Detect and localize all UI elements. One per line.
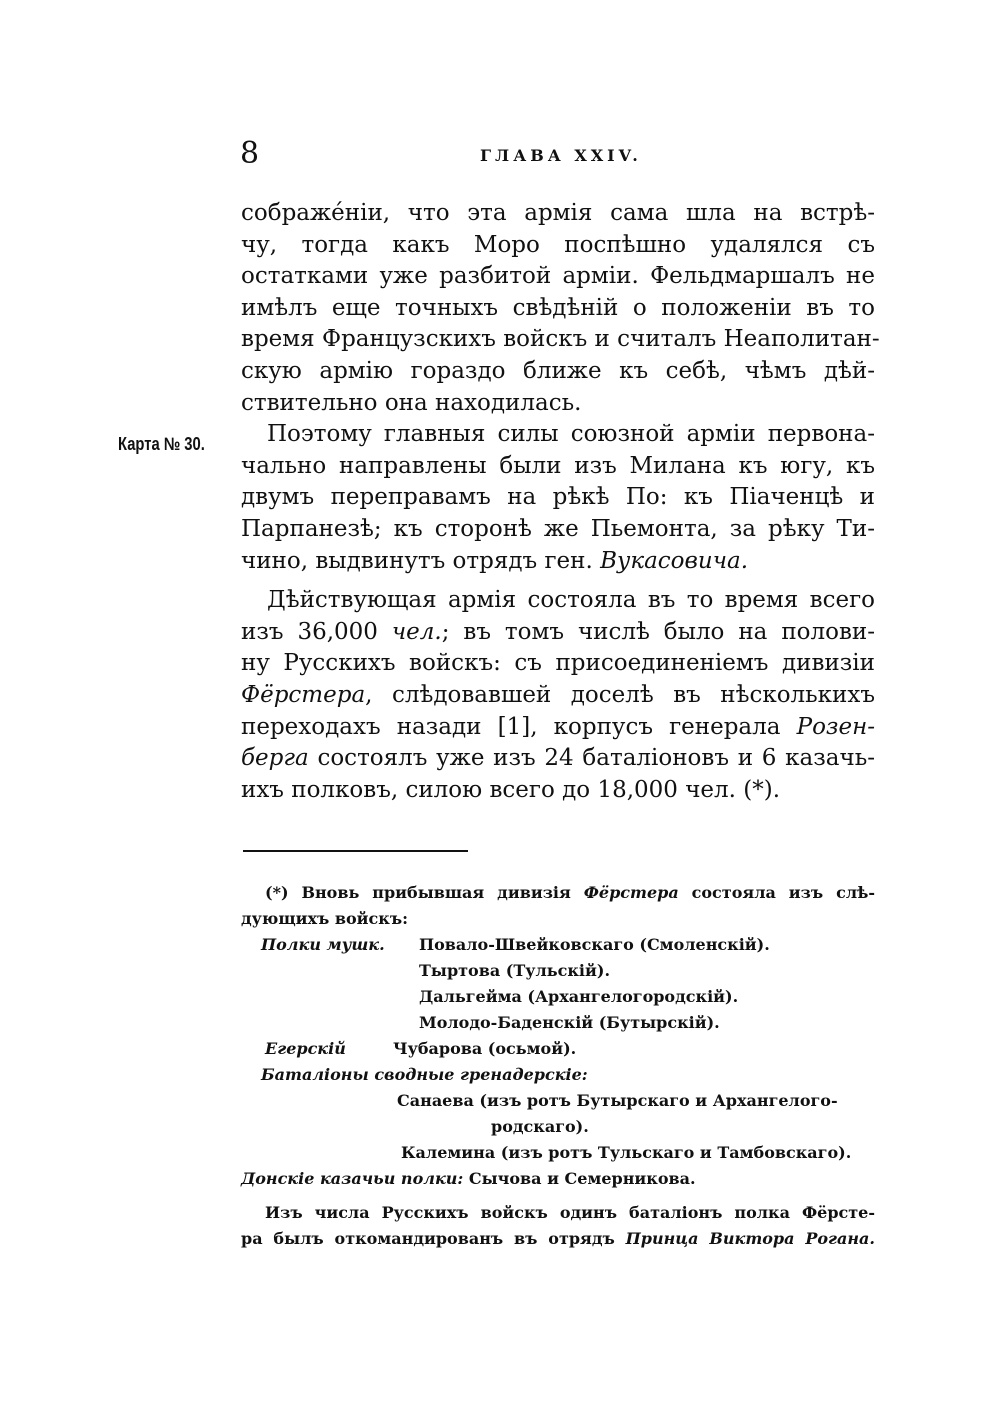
text-line: время Французскихъ войскъ и считалъ Неаполитан- xyxy=(241,326,880,353)
text-line xyxy=(241,617,875,649)
name-italic: Розен- xyxy=(796,713,875,740)
text-run: ра былъ откомандированъ въ отрядъ xyxy=(241,1229,626,1248)
text-run: состоялъ уже изъ 24 баталіоновъ и 6 казачь- xyxy=(308,745,875,772)
regiment-entry: Калемина (изъ ротъ Тульскаго и Тамбовскаго). xyxy=(401,1143,852,1162)
running-title: ГЛАВА XXIV. xyxy=(480,146,642,165)
footnote xyxy=(241,880,875,1252)
text-line: сображе́ніи, что эта армія сама шла на встрѣ- xyxy=(241,200,875,226)
footnote-line xyxy=(241,1226,875,1252)
grenadier-label: Баталіоны сводные гренадерскіе: xyxy=(261,1065,588,1084)
text-run: ; въ томъ числѣ было на полови- xyxy=(441,618,875,645)
text-line: чу, тогда какъ Моро поспѣшно удалялся съ xyxy=(241,231,875,258)
regiment-entry: Чубарова (осьмой). xyxy=(393,1039,577,1058)
name-italic: Фёрстера xyxy=(241,681,366,708)
page-number: 8 xyxy=(240,136,260,171)
text-line: скую армію гораздо ближе къ себѣ, чѣмъ дѣй- xyxy=(241,357,875,384)
text-line: Дѣйствующая армія состояла въ то время всего xyxy=(267,587,875,614)
spacer xyxy=(241,1192,875,1200)
text-line xyxy=(241,680,875,712)
name-italic: Фёрстера xyxy=(583,883,679,902)
text-line xyxy=(241,712,875,744)
paragraph-1 xyxy=(241,198,880,419)
text-run: изъ 36,000 xyxy=(241,618,392,645)
paragraph-2 xyxy=(241,419,875,577)
main-text xyxy=(241,198,880,806)
jaeger-label: Егерскій xyxy=(265,1039,346,1058)
text-line: ствительно она находилась. xyxy=(241,389,582,416)
name-italic: Принца Виктора Рогана. xyxy=(625,1229,875,1248)
text-line: ну Русскихъ войскъ: съ присоединеніемъ дивизіи xyxy=(241,650,875,677)
paragraph-3 xyxy=(241,585,875,806)
regiment-entry: родскаго). xyxy=(491,1117,589,1136)
text-run: , слѣдовавшей доселѣ въ нѣсколькихъ xyxy=(365,681,875,708)
regiment-entry: Санаева (изъ ротъ Бутырскаго и Архангелого- xyxy=(397,1091,838,1110)
regiment-entry: Сычова и Семерникова. xyxy=(463,1169,696,1188)
cossack-label: Донскіе казачьи полки: xyxy=(241,1169,464,1188)
text-line: остатками уже разбитой арміи. Фельдмаршалъ не xyxy=(241,263,875,290)
footnote-line xyxy=(241,1036,875,1062)
text-run: чино, выдвинутъ отрядъ ген. xyxy=(241,547,601,574)
text-line: Поэтому главныя силы союзной арміи первона- xyxy=(267,421,875,448)
regiment-entry: Дальгейма (Архангелогородскій). xyxy=(419,987,739,1006)
text-line: ихъ полковъ, силою всего до 18,000 чел. (*). xyxy=(241,776,781,803)
footnote-line: дующихъ войскъ: xyxy=(241,909,409,928)
text-line xyxy=(241,546,875,578)
footnote-divider xyxy=(243,850,468,852)
footnote-line: Изъ числа Русскихъ войскъ одинъ баталіонъ полка Фёрсте- xyxy=(265,1203,875,1222)
text-run: (*) Вновь прибывшая дивизія xyxy=(265,883,584,902)
map-reference-note: Карта № 30. xyxy=(118,434,205,454)
name-italic: Вукасовича. xyxy=(600,547,749,574)
footnote-line xyxy=(241,880,875,906)
regiment-entry: Молодо-Баденскій (Бутырскій). xyxy=(419,1013,720,1032)
text-line: Парпанезѣ; къ сторонѣ же Пьемонта, за рѣку Ти- xyxy=(241,515,875,542)
footnote-line xyxy=(241,1166,875,1192)
footnote-line xyxy=(241,932,875,958)
regiment-entry: Тыртова (Тульскій). xyxy=(419,961,611,980)
regiment-entry: Повало-Швейковскаго (Смоленскій). xyxy=(419,935,770,954)
infantry-label: Полки мушк. xyxy=(261,935,385,954)
text-line: чально направлены были изъ Милана къ югу, къ xyxy=(241,452,875,479)
text-line xyxy=(241,743,875,775)
name-italic: берга xyxy=(241,745,309,772)
text-run: переходахъ назади [1], корпусъ генерала xyxy=(241,713,797,740)
abbrev-italic: чел. xyxy=(391,618,442,645)
text-line: двумъ переправамъ на рѣкѣ По: къ Піаченцѣ и xyxy=(241,484,875,511)
text-run: состояла изъ слѣ- xyxy=(678,883,875,902)
text-line: имѣлъ еще точныхъ свѣдѣній о положеніи въ то xyxy=(241,294,875,321)
